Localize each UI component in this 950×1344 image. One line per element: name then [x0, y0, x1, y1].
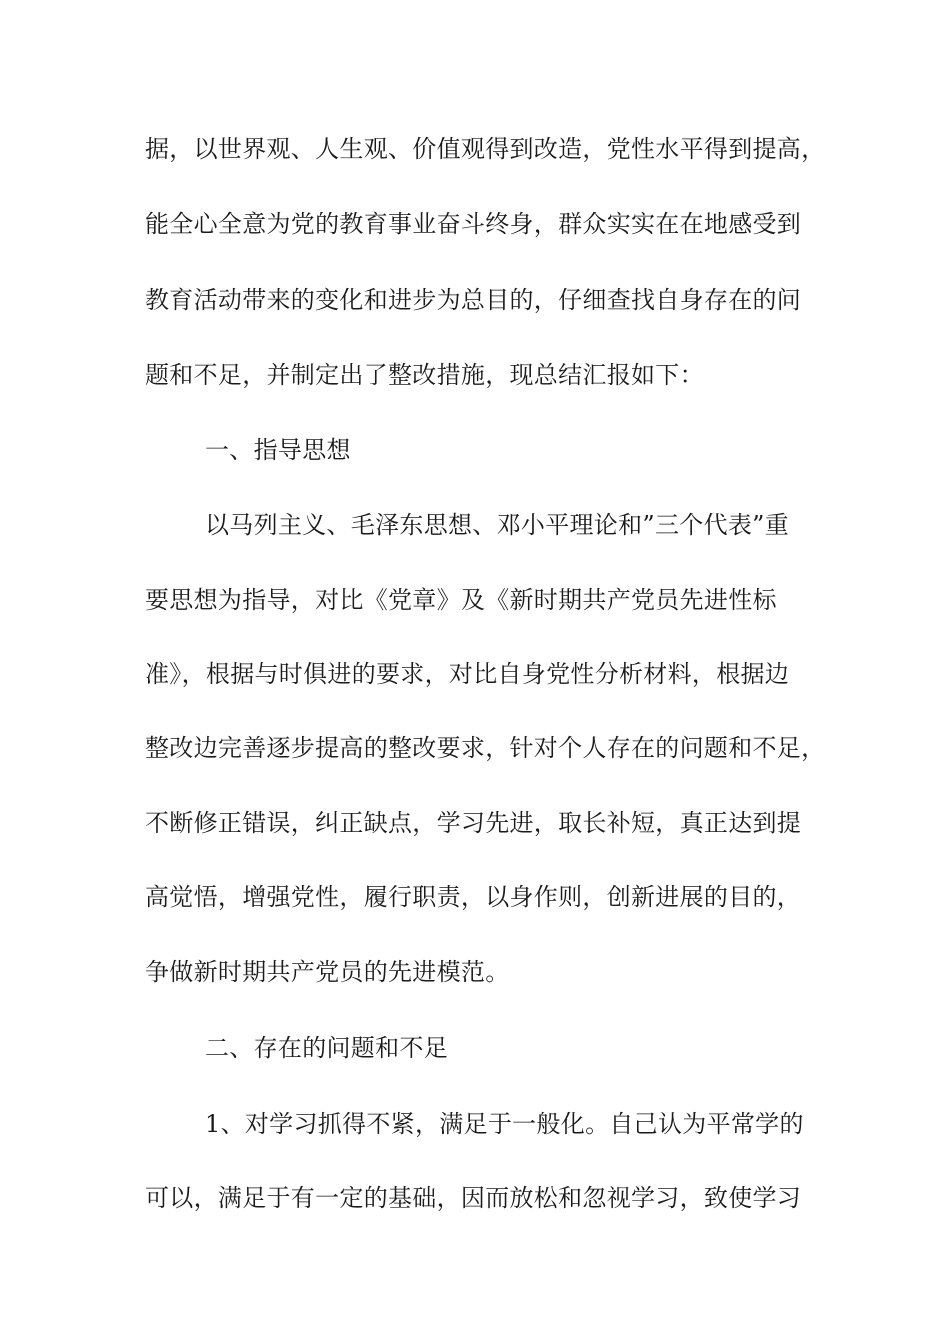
paragraph-line: 不断修正错误，纠正缺点，学习先进，取长补短，真正达到提: [145, 809, 802, 837]
paragraph-line: 能全心全意为党的教育事业奋斗终身，群众实实在在地感受到: [145, 210, 802, 238]
paragraph-line: 1、对学习抓得不紧，满足于一般化。自己认为平常学的: [205, 1110, 804, 1138]
paragraph-line: 教育活动带来的变化和进步为总目的，仔细查找自身存在的问: [145, 286, 802, 314]
paragraph-line: 据，以世界观、人生观、价值观得到改造，党性水平得到提高，: [145, 135, 826, 163]
paragraph-line: 准》，根据与时俱进的要求，对比自身党性分析材料，根据边: [145, 660, 790, 688]
paragraph-line: 以马列主义、毛泽东思想、邓小平理论和”三个代表”重: [205, 511, 790, 539]
paragraph-line: 高觉悟，增强党性，履行职责，以身作则，创新进展的目的，: [145, 883, 802, 911]
paragraph-line: 要思想为指导，对比《党章》及《新时期共产党员先进性标: [145, 586, 777, 614]
paragraph-line: 可以，满足于有一定的基础，因而放松和忽视学习，致使学习: [145, 1184, 802, 1212]
section-heading: 一、指导思想: [205, 436, 351, 464]
paragraph-line: 整改边完善逐步提高的整改要求，针对个人存在的问题和不足，: [145, 734, 826, 762]
paragraph-line: 争做新时期共产党员的先进模范。: [145, 958, 510, 986]
paragraph-line: 题和不足，并制定出了整改措施，现总结汇报如下：: [145, 361, 704, 389]
section-heading: 二、存在的问题和不足: [205, 1034, 448, 1062]
